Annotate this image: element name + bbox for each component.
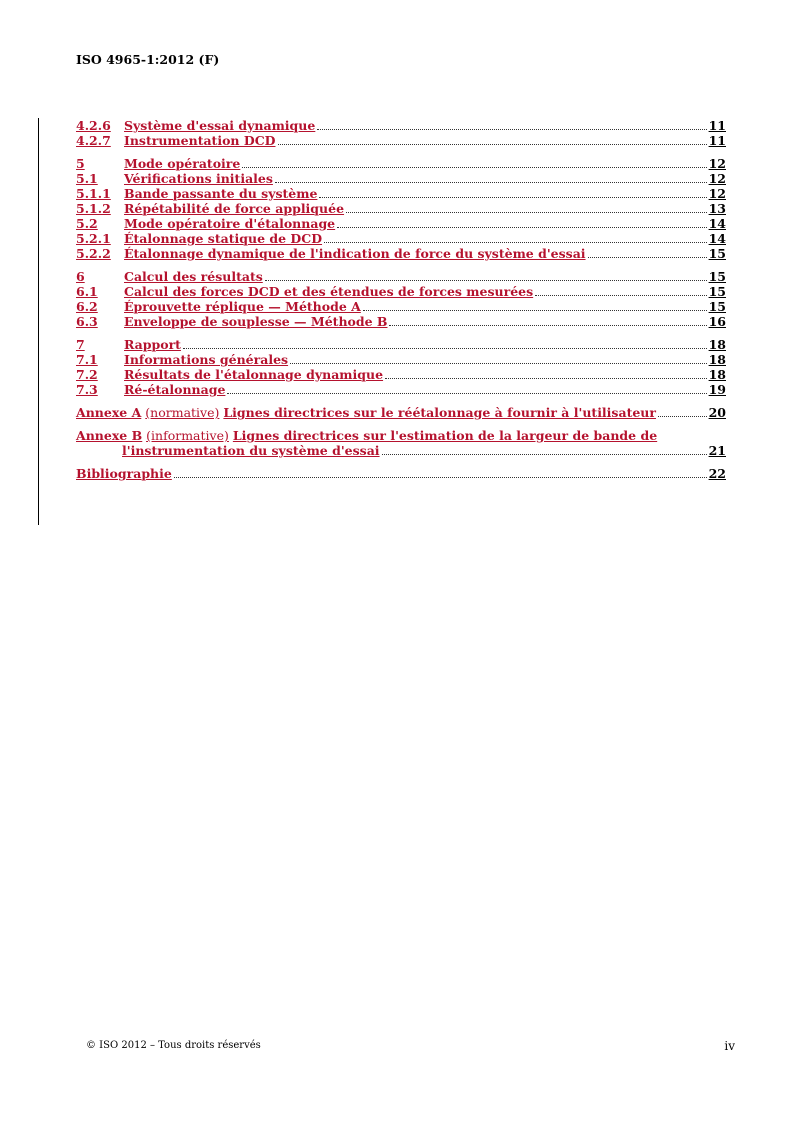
- leader-dots: [588, 256, 707, 258]
- leader-dots: [265, 279, 707, 281]
- toc-bibliography[interactable]: [76, 466, 726, 481]
- toc-entry[interactable]: [76, 201, 726, 216]
- leader-dots: [227, 392, 706, 394]
- footer-page-number: iv: [724, 1039, 735, 1053]
- toc-entry-page: 12: [708, 186, 726, 201]
- toc-entry-title: Rapport: [124, 337, 181, 352]
- leader-dots: [382, 453, 707, 455]
- annex-b-title-line1: Lignes directrices sur l'estimation de la largeur de bande de: [232, 428, 658, 443]
- leader-dots: [183, 347, 707, 349]
- toc-entry-title: Calcul des forces DCD et des étendues de forces mesurées: [124, 284, 534, 299]
- annex-b-line2: [76, 443, 726, 458]
- toc-entry-page: 12: [708, 171, 726, 186]
- leader-dots: [242, 166, 706, 168]
- toc-entry-title: Système d'essai dynamique: [124, 118, 316, 133]
- change-bar: [38, 118, 39, 525]
- toc-entry[interactable]: [76, 156, 726, 171]
- toc-annex-a[interactable]: [76, 405, 726, 420]
- toc-entry[interactable]: [76, 367, 726, 382]
- toc-entry[interactable]: [76, 337, 726, 352]
- toc-entry-page: 16: [708, 314, 726, 329]
- toc-entry-page: 18: [708, 367, 726, 382]
- annex-a-title: Lignes directrices sur le réétalonnage à fournir à l'utilisateur: [223, 405, 656, 420]
- toc-entry[interactable]: [76, 118, 726, 133]
- toc-entry[interactable]: [76, 246, 726, 261]
- toc-entry[interactable]: [76, 186, 726, 201]
- toc-entry-number: 5.2.2: [76, 246, 111, 261]
- leader-dots: [174, 476, 707, 478]
- toc-entry-page: 13: [708, 201, 726, 216]
- toc-entry-page: 15: [708, 284, 726, 299]
- leader-dots: [324, 241, 707, 243]
- annex-b-page: 21: [708, 443, 726, 458]
- annex-b-type: (informative): [146, 428, 229, 443]
- toc-annex-b[interactable]: [76, 428, 726, 458]
- toc-entry-page: 11: [708, 118, 726, 133]
- leader-dots: [319, 196, 706, 198]
- toc-entry-number: 5.1: [76, 171, 98, 186]
- toc-entry-title: Répétabilité de force appliquée: [124, 201, 345, 216]
- toc-entry-title: Ré-étalonnage: [124, 382, 226, 397]
- toc-entry-number: 7.3: [76, 382, 98, 397]
- leader-dots: [535, 294, 706, 296]
- toc-entry-number: 7.1: [76, 352, 98, 367]
- annex-b-label: Annexe B: [76, 428, 143, 443]
- annex-a-page: 20: [708, 405, 726, 420]
- toc-entry-number: 6.2: [76, 299, 98, 314]
- toc-entry[interactable]: [76, 269, 726, 284]
- toc-entry-title: Bande passante du système: [124, 186, 318, 201]
- toc-entry-number: 5.2: [76, 216, 98, 231]
- leader-dots: [275, 181, 707, 183]
- document-header: ISO 4965-1:2012 (F): [76, 52, 220, 67]
- bibliography-page: 22: [708, 466, 726, 481]
- toc-entry[interactable]: [76, 352, 726, 367]
- toc-entry-title: Étalonnage dynamique de l'indication de force du système d'essai: [124, 246, 586, 261]
- annex-b-line1: [76, 428, 726, 443]
- toc-entry-number: 6.3: [76, 314, 98, 329]
- table-of-contents: [76, 118, 726, 481]
- toc-entry-number: 7.2: [76, 367, 98, 382]
- toc-entry-title: Étalonnage statique de DCD: [124, 231, 323, 246]
- toc-entry-page: 14: [708, 216, 726, 231]
- toc-entry[interactable]: [76, 299, 726, 314]
- toc-entry[interactable]: [76, 382, 726, 397]
- footer-copyright: © ISO 2012 – Tous droits réservés: [86, 1040, 261, 1051]
- leader-dots: [385, 377, 707, 379]
- toc-entry-title: Calcul des résultats: [124, 269, 263, 284]
- toc-entry[interactable]: [76, 314, 726, 329]
- toc-entry[interactable]: [76, 133, 726, 148]
- annex-a-label: Annexe A: [76, 405, 142, 420]
- leader-dots: [317, 128, 706, 130]
- toc-entry-title: Informations générales: [124, 352, 289, 367]
- toc-entry-page: 19: [708, 382, 726, 397]
- toc-entry[interactable]: [76, 171, 726, 186]
- toc-entry-title: Vérifications initiales: [124, 171, 273, 186]
- toc-entry-number: 6.1: [76, 284, 98, 299]
- toc-entry-title: Mode opératoire d'étalonnage: [124, 216, 336, 231]
- toc-entry-title: Mode opératoire: [124, 156, 241, 171]
- toc-entry-number: 6: [76, 269, 85, 284]
- leader-dots: [346, 211, 707, 213]
- toc-entry-page: 14: [708, 231, 726, 246]
- toc-entry-page: 18: [708, 337, 726, 352]
- toc-entry-title: Éprouvette réplique — Méthode A: [124, 299, 361, 314]
- leader-dots: [363, 309, 707, 311]
- toc-entry-page: 15: [708, 246, 726, 261]
- toc-entry-number: 5.1.2: [76, 201, 111, 216]
- toc-entry-page: 15: [708, 269, 726, 284]
- toc-entry-number: 4.2.6: [76, 118, 111, 133]
- toc-entry-number: 5.1.1: [76, 186, 111, 201]
- bibliography-title: Bibliographie: [76, 466, 172, 481]
- toc-entry[interactable]: [76, 216, 726, 231]
- annex-b-title-line2: l'instrumentation du système d'essai: [122, 443, 380, 458]
- toc-entry-page: 15: [708, 299, 726, 314]
- toc-entry-page: 12: [708, 156, 726, 171]
- leader-dots: [290, 362, 707, 364]
- toc-entry-title: Enveloppe de souplesse — Méthode B: [124, 314, 388, 329]
- leader-dots: [658, 415, 707, 417]
- annex-a-type: (normative): [145, 405, 220, 420]
- leader-dots: [278, 143, 707, 145]
- toc-entry-page: 11: [708, 133, 726, 148]
- toc-entry-page: 18: [708, 352, 726, 367]
- toc-entry-title: Résultats de l'étalonnage dynamique: [124, 367, 384, 382]
- toc-entries: [76, 118, 726, 397]
- toc-entry[interactable]: [76, 231, 726, 246]
- toc-entry-title: Instrumentation DCD: [124, 133, 276, 148]
- leader-dots: [337, 226, 706, 228]
- toc-entry-number: 5: [76, 156, 85, 171]
- toc-entry-number: 7: [76, 337, 85, 352]
- leader-dots: [389, 324, 706, 326]
- toc-entry[interactable]: [76, 284, 726, 299]
- toc-entry-number: 5.2.1: [76, 231, 111, 246]
- toc-entry-number: 4.2.7: [76, 133, 111, 148]
